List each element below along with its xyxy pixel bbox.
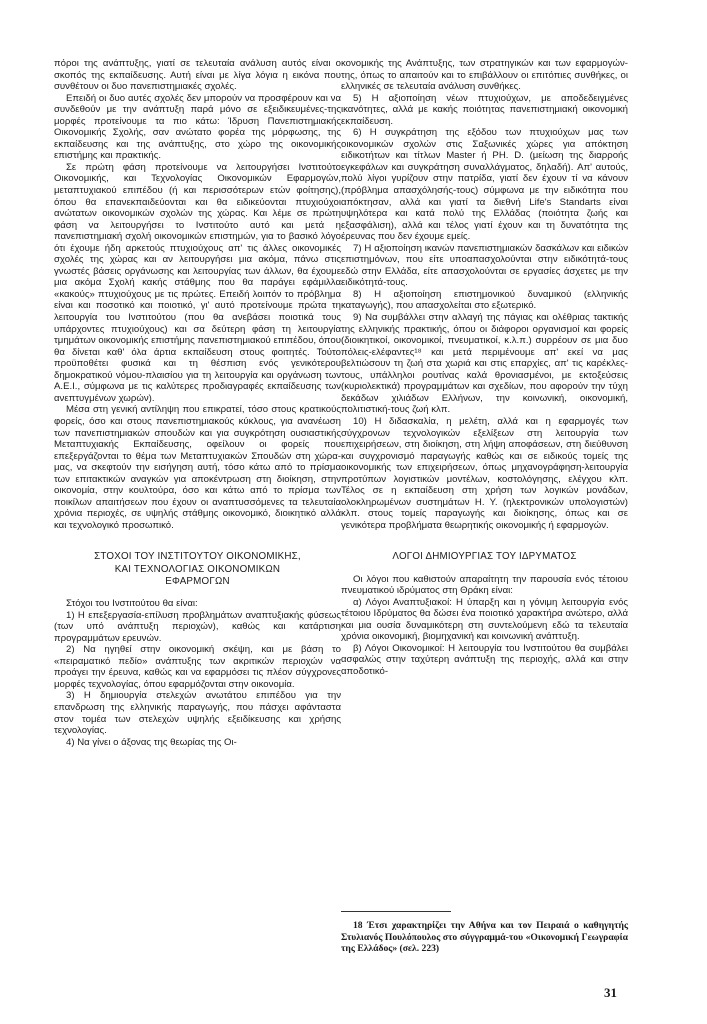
right-reasons-list [341, 574, 628, 678]
left-column [54, 58, 341, 748]
paragraph: 4) Να γίνει ο άξονας της θεωρίας της Οι- [66, 736, 237, 748]
paragraph: 9) Να συμβάλλει στην αλλαγή της πάγιας και ολέθριας τακτικής της ελληνικής πρακτικής, όπου οι διάφοροι οργανισμοί και φορείς (διοικητικοί, οικονομικοί, πνευματικοί, κ.λ.π.) συρρέουν σε μια δυο πόλεις-ελέφαντες¹⁸ και μετά περιμένουμε απ' εκεί να μας βελτιώσουν τη ζωή στα χωριά και στις επαρχίες, απ' τις καρέκλες-τους, υπάλληλοι ρουτίνας καλά θρονιασμένοι, με εκτοξεύσεις (κυριολεκτικά) προγραμμάτων και σχεδίων, που αφορούν την τύχη δεκάδων χιλιάδων Ελλήνων, την κοινωνική, οικονομική, πολιτιστική-τους ζωή κλπ. [341, 312, 628, 416]
paragraph: 6) Η συγκράτηση της εξόδου των πτυχιούχων μας των οικονομικών σχολών στις Σαξωνικές χώρες για απόκτηση ειδικοτήτων και τίτλων Master ή PH. D. (μείωση της διαρροής εγκεφάλων και συγκράτηση συναλλάγματος, δηλαδή). Απ' αυτούς, πολύ λίγοι γυρίζουν στην πατρίδα, γιατί δεν έχουν τί να κάνουν (πρόβλημα απασχόλησής-τους) σύμφωνα με την ειδικότητα που απόκτησαν, αλλά και γιατί τα διεθνή Life's Standarts είναι υψηλότερα και κατά πολύ της Ελλάδας (ποιότητα ζωής και εξασφάλιση), αλλά και τέλος γιατί έχουν και τη δυνατότητα της έρευνας που δεν έχουμε εμείς. [341, 127, 628, 243]
paragraph: Οι λόγοι που καθιστούν απαραίτητη την παρουσία ενός τέτοιου πνευματικού ιδρύματος στη Θράκη είναι: [341, 573, 628, 597]
paragraph: Επειδή οι δυο αυτές σχολές δεν μπορούν να προσφέρουν και να συνδεθούν με την ανάπτυξη παρά μόνο σε εξειδικευμένες-της μορφές προτείνουμε τα πιο κάτω: Ίδρυση Πανεπιστημιακής Οικονομικής Σχολής, σαν ανώτατο φορέα της μόρφωσης, της εκπαίδευσης και της ανάπτυξης, στο χώρο της οικονομικής επιστήμης και πρακτικής. [54, 92, 341, 162]
page-number: 31 [604, 985, 617, 1000]
paragraph: πόροι της ανάπτυξης, γιατί σε τελευταία ανάλυση αυτός είναι ο σκοπός της εκπαίδευσης. Αυτή είναι με λίγα λόγια η εικόνα που συνθέτουν οι δυο πανεπιστημιακές σχολές. [54, 58, 341, 93]
paragraph: 7) Η αξιοποίηση ικανών πανεπιστημιακών δασκάλων και ειδικών επιστημόνων, που είτε υποαπασχολούνται στην ειδικότητά-τους εδώ στην Ελλάδα, είτε απασχολούνται σε εργασίες άσχετες με την ειδικότητά-τους. [341, 242, 628, 289]
heading-line: ΛΟΓΟΙ ΔΗΜΙΟΥΡΓΙΑΣ ΤΟΥ ΙΔΡΥΜΑΤΟΣ [392, 551, 577, 563]
paragraph: 1) Η επεξεργασία-επίλυση προβλημάτων αναπτυξιακής φύσεως (των υπό ανάπτυξη περιοχών), καθώς και κατάρτιση προγραμμάτων ερευνών. [54, 609, 341, 644]
heading-line: ΚΑΙ ΤΕΧΝΟΛΟΓΙΑΣ ΟΙΚΟΝΟΜΙΚΩΝ [114, 563, 281, 575]
heading-line: ΕΦΑΡΜΟΓΩΝ [165, 575, 230, 587]
paragraph: α) Λόγοι Αναπτυξιακοί: Η ύπαρξη και η γόνιμη λειτουργία ενός τέτοιου Ιδρύματος θα δώσει ένα ποιοτικό χαρακτήρα ανώτερο, αλλά και μια ουσία δυναμικότερη στη συντελούμενη εδώ τα τελευταία χρόνια οικονομική, βιομηχανική και κοινωνική ανάπτυξη. [341, 596, 628, 643]
paragraph: 2) Να ηγηθεί στην οικονομική σκέψη, και με βάση το «πειραματικό πεδίο» ανάπτυξης των ακριτικών περιοχών να προάγει την έρευνα, καθώς και να εφαρμόσει τις πλέον σύγχρονες μορφές τεχνολογίας, όπου εφαρμόζονται στην οικονομία. [54, 644, 341, 690]
footnote-text: 18 Έτσι χαρακτηρίζει την Αθήνα και τον Πειραιά ο καθηγητής Στυλιανός Πουλόπουλος στο σύγγραμμά-του «Οικονομική Γεωγραφία της Ελλάδος» (σελ. 223) [341, 920, 628, 955]
paragraph: Στόχοι του Ινστιτούτου θα είναι: [66, 598, 198, 610]
paragraph: 10) Η διδασκαλία, η μελέτη, αλλά και η εφαρμογές των σύγχρονων τεχνολογικών εξελίξεων στη λειτουργία των επιχειρήσεων, στη διοίκηση, στη λήψη αποφάσεων, στη διεύθυνση και συγχρονισμό παραγωγής καθώς και σε ειδικούς τομείς της οικονομικής των επιχειρήσεων, όπως μηχανογράφηση-λειτουργία προτύπων λογιστικών μοντέλων, κοστολόγησης, ελέγχου κλπ. Τέλος σε η εκπαίδευση στη χρήση των λογικών μονάδων, ολοκληρωμένων συστημάτων Η. Υ. (ηλεκτρονικών υπολογιστών) κλπ. στους τομείς παραγωγής και διοίκησης, όπως και σε γενικότερα προβλήματα θεωρητικής οικονομικής ή εφαρμογών. [341, 415, 628, 531]
heading-line: ΣΤΟΧΟΙ ΤΟΥ ΙΝΣΤΙΤΟΥΤΟΥ ΟΙΚΟΝΟΜΙΚΗΣ, [94, 551, 301, 563]
paragraph: κονομικής της Ανάπτυξης, των στρατηγικών και των εφαρμογών-της, όπως το απαιτούν και το επιβάλλουν οι επιτόπιες συνθήκες, οι ελληνικές σε τελευταία ανάλυση συνθήκες. [341, 58, 628, 93]
paragraph: 3) Η δημιουργία στελεχών ανωτάτου επιπέδου για την επανδρωση της ελληνικής παραγωγής, που πάσχει αφάνταστα στον τομέα των στελεχών υψηλής εξειδίκευσης και χρήσης τεχνολογίας. [54, 690, 341, 737]
paragraph: 8) Η αξιοποίηση επιστημονικού δυναμικού (ελληνικής καταγωγής), που απασχολείται στο εξωτερικό. [341, 288, 628, 312]
paragraph: Μέσα στη γενική αντίληψη που επικρατεί, τόσο στους κρατικούς φορείς, όσο και στους πανεπιστημιακούς κύκλους, για ανανέωση των πανεπιστημιακών σπουδών και για συγκρότηση ουσιαστικής Μεταπτυχιακής Εκπαίδευσης, οφείλουν οι φορείς που επεξεργάζονται το θέμα των Μεταπτυχιακών Σπουδών στη χώρα-μας, να σκεφτούν την εισήγηση αυτή, τόσο κάτω από το πρίσμα των επιτακτικών αναγκών για αποκέντρωση στη διοίκηση, στην οικονομία, στην κουλτούρα, όσο και κάτω από το πρίσμα των ποικίλων απαιτήσεων που έχουν οι αναπτυσσόμενες τα τελευταία χρόνια περιοχές, σε υψηλής στάθμης οικονομικό, διοικητικό αλλά και τεχνολογικό προσωπικό. [54, 404, 341, 531]
paragraph: Σε πρώτη φάση προτείνουμε να λειτουργήσει Ινστιτούτο Οικονομικής, και Τεχνολογίας Οικονομικών Εφαρμογών, μεταπτυχιακού επιπέδου (ή και περισσότερων ετών φοίτησης), όπου θα επανεκπαιδεύονται και θα ειδικεύονται πτυχιούχοι ανώτατων οικονομικών σχολών της χώρας. Και λέμε σε πρώτη φάση να λειτουργήσει το Ινστιτούτο αυτό και μετά η πανεπιστημιακή σχολή οικονομικών επιστημών, για το βασικό λόγο ότι έχουμε ήδη αρκετούς πτυχιούχους απ' τις άλλες οικονομικές σχολές της χώρας και αν λειτουργήσει μια ακόμα, πάνω στις γνωστές βάσεις οργάνωσης και λειτουργίας των άλλων, θα έχουμε μια ακόμα Σχολή κακής στάθμης που θα παράγει εφάμιλλα «κακούς» πτυχιούχους με τις πρώτες. Επειδή λοιπόν το πρόβλημα είναι και ποσοτικό και ποιοτικό, γι' αυτό προτείνουμε πρώτα τη λειτουργία του Ινστιτούτου (που θα ανεβάσει ποιοτικά τους υπάρχοντες πτυχιούχους) και σα δεύτερη φάση τη λειτουργία τμημάτων οικονομικής επιστήμης πανεπιστημιακού επιπέδου, όπου θα δίνεται καθ' όλα άρτια εκπαίδευση στους φοιτητές. Τούτο προϋποθέτει φυσικά και τη θέσπιση ενός γενικότερου δημοκρατικού νόμου-πλαισίου για τη λειτουργία και οργάνωση των Α.Ε.Ι., σύμφωνα με τις καλύτερες προδιαγραφές εκπαίδευσης των ανεπτυγμένων χωρών). [54, 161, 341, 404]
section-heading-foundation-reasons [341, 551, 628, 563]
footnote [341, 920, 628, 955]
section-heading-institute-goals [54, 551, 341, 588]
left-text-block [54, 58, 341, 531]
paragraph: β) Λόγοι Οικονομικοί: Η λειτουργία του Ινστιτούτου θα συμβάλει ασφαλώς στην ταχύτερη ανάπτυξη της περιοχής, αλλά και στην αποδοτικό- [341, 642, 628, 677]
right-column [341, 58, 628, 678]
right-text-block [341, 58, 628, 531]
paragraph: 5) Η αξιοποίηση νέων πτυχιούχων, με αποδεδειγμένες ικανότητες, αλλά με κακής ποιότητας πανεπιστημιακή οικονομική εκπαίδευση. [341, 92, 628, 127]
footnote-divider [341, 911, 451, 912]
left-goals-list [54, 598, 341, 748]
